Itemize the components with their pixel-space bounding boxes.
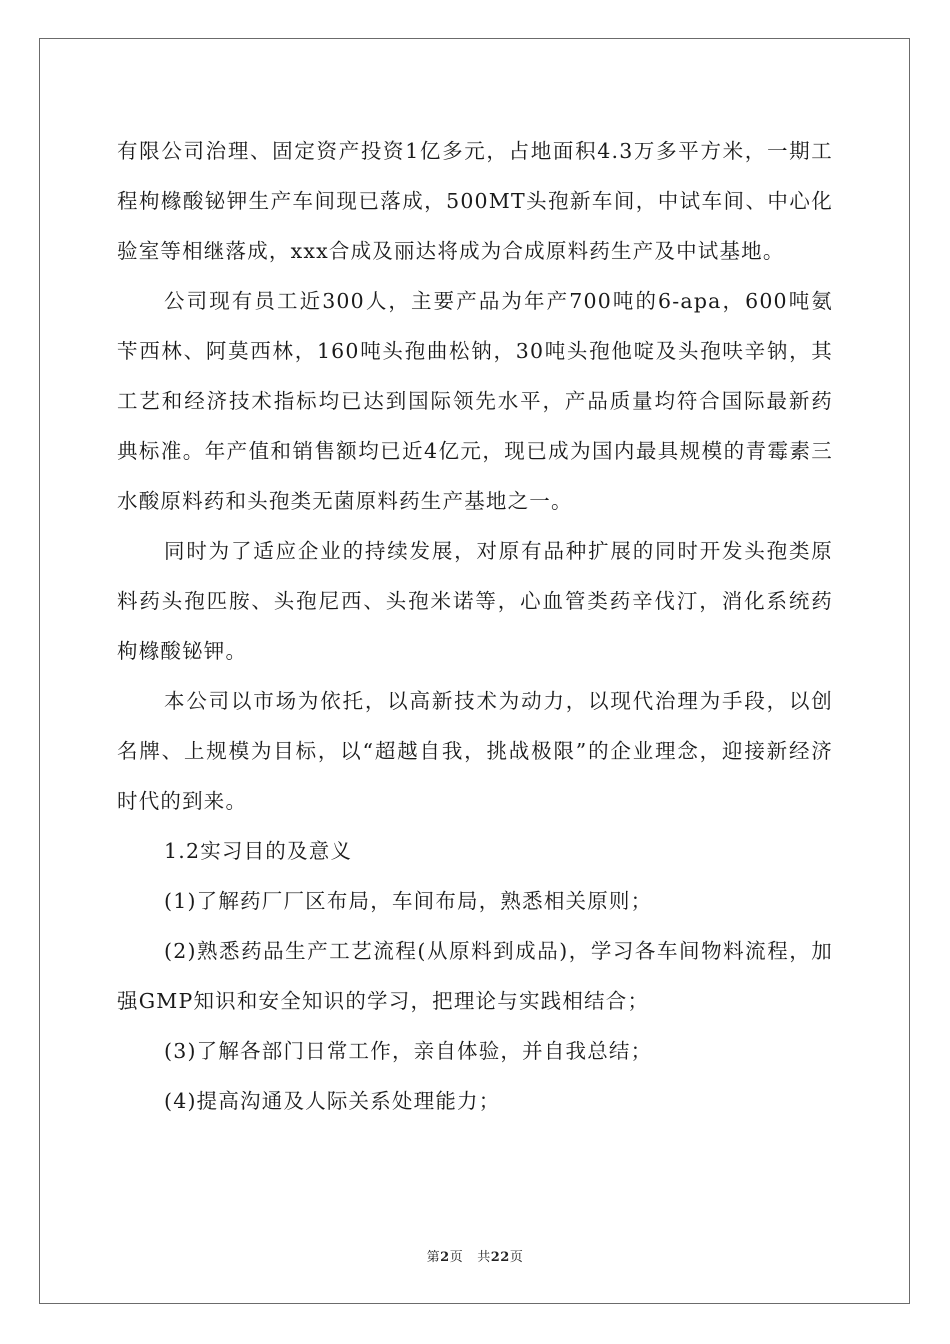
page-number-current: 2 <box>440 1250 450 1265</box>
total-label-suffix: 页 <box>509 1250 524 1265</box>
paragraph-philosophy: 本公司以市场为依托，以高新技术为动力，以现代治理为手段，以创名牌、上规模为目标，以“超越自我，挑战极限”的企业理念，迎接新经济时代的到来。 <box>117 689 833 813</box>
paragraph-development: 同时为了适应企业的持续发展，对原有品种扩展的同时开发头孢类原料药头孢匹胺、头孢尼西、头孢米诺等，心血管类药辛伐汀，消化系统药枸橼酸铋钾。 <box>117 539 833 663</box>
document-body <box>117 126 833 1126</box>
page-number-total: 22 <box>490 1250 510 1265</box>
page-label-suffix: 页 <box>449 1250 464 1265</box>
paragraph-products: 公司现有员工近300人，主要产品为年产700吨的6-apa，600吨氨苄西林、阿莫西林，160吨头孢曲松钠，30吨头孢他啶及头孢呋辛钠，其工艺和经济技术指标均已达到国际领先水平，产品质量均符合国际最新药典标准。年产值和销售额均已近4亿元，现已成为国内最具规模的青霉素三水酸原料药和头孢类无菌原料药生产基地之一。 <box>117 289 833 513</box>
section-heading-internship-purpose: 1.2实习目的及意义 <box>164 839 353 863</box>
page-footer <box>0 1246 950 1265</box>
list-item-goal-3: (3)了解各部门日常工作，亲自体验，并自我总结； <box>164 1039 653 1063</box>
page-label-prefix: 第 <box>426 1250 441 1265</box>
list-item-goal-1: (1)了解药厂厂区布局，车间布局，熟悉相关原则； <box>164 889 653 913</box>
list-item-goal-4: (4)提高沟通及人际关系处理能力； <box>164 1089 501 1113</box>
total-label-prefix: 共 <box>477 1250 491 1265</box>
list-item-goal-2: (2)熟悉药品生产工艺流程(从原料到成品)，学习各车间物料流程，加强GMP知识和安全知识的学习，把理论与实践相结合； <box>117 939 833 1013</box>
paragraph-company-assets: 有限公司治理、固定资产投资1亿多元，占地面积4.3万多平方米，一期工程枸橼酸铋钾生产车间现已落成，500MT头孢新车间，中试车间、中心化验室等相继落成，xxx合成及丽达将成为合成原料药生产及中试基地。 <box>117 139 833 263</box>
